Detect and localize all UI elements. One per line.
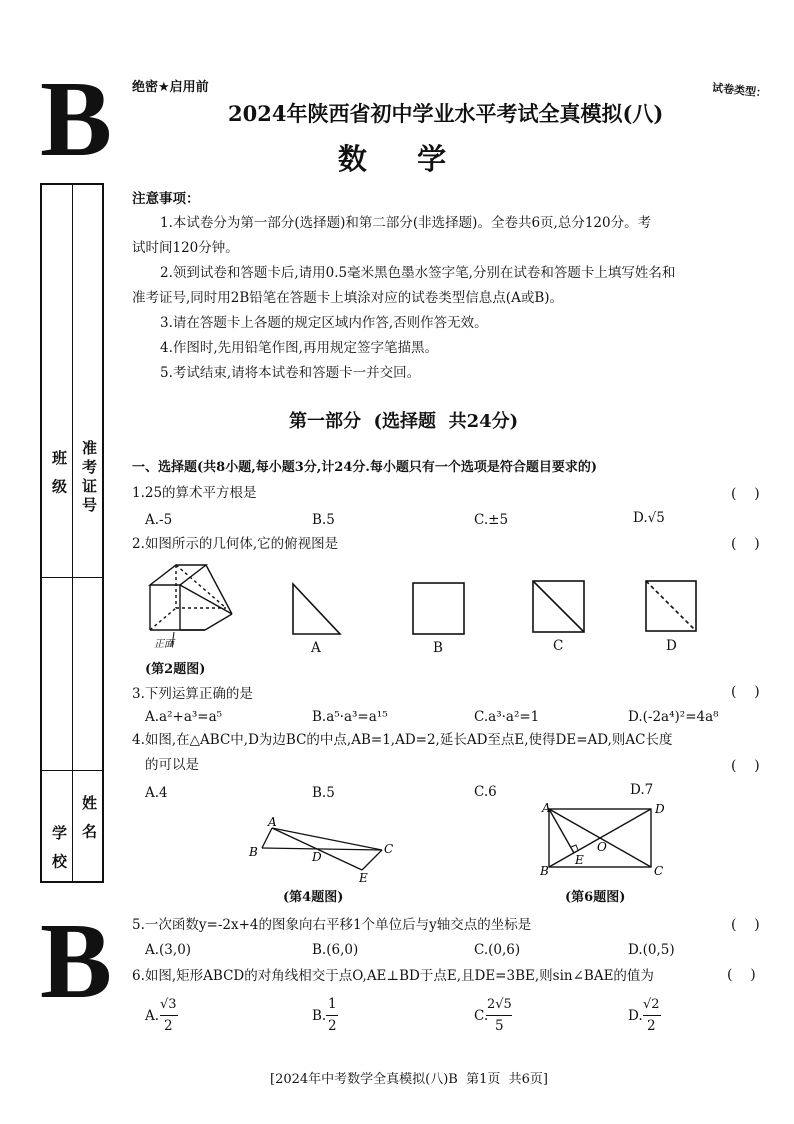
q3-option-d: D.(-2a⁴)²=4a⁸ [628,709,719,725]
part1-intro: 一、选择题(共8小题,每小题3分,计24分.每小题只有一个选项是符合题目要求的) [132,460,598,475]
q3-stem: 3.下列运算正确的是 [132,686,253,702]
q6-option-a-numerator: √3 [160,997,177,1012]
q6-caption: (第6题图) [565,890,626,905]
q6-option-c-label: C. [474,1008,489,1024]
paper-type-letter-top: B [40,60,113,179]
q4-stem-line1: 4.如图,在△ABC中,D为边BC的中点,AB=1,AD=2,延长AD至点E,使得DE=AD,则AC长度 [132,732,673,748]
q2-caption: (第2题图) [145,662,206,677]
q2-label-c: C [553,638,564,654]
q2-front-label: 正面 [154,639,174,650]
q2-option-c-figure [533,581,584,632]
note-line: 3.请在答题卡上各题的规定区域内作答,否则作答无效。 [160,315,488,331]
q5-stem: 5.一次函数y=-2x+4的图象向右平移1个单位后与y轴交点的坐标是 [132,917,532,933]
q4-caption: (第4题图) [283,890,344,905]
q1-option-c: C.±5 [474,512,509,528]
q6-rectangle-figure [549,809,651,867]
q3-answer-bracket: ( ) [731,684,760,700]
note-line: 4.作图时,先用铅笔作图,再用规定签字笔描黑。 [160,340,438,356]
q4-option-b: B.5 [312,785,335,801]
q6-option-d-label: D. [628,1008,643,1024]
q1-stem: 1.25的算术平方根是 [132,485,257,501]
confidential-mark: 绝密★启用前 [132,80,209,95]
school-label: 学 校 [50,825,68,873]
q3-option-b: B.a⁵·a³=a¹⁵ [312,709,388,725]
q6-option-a-denominator: 2 [164,1018,173,1034]
q6-option-b-label: B. [312,1008,327,1024]
q4-stem-line2: 的可以是 [145,757,199,773]
q4-option-c: C.6 [474,784,497,800]
q4-option-d: D.7 [630,782,654,798]
q5-option-b: B.(6,0) [312,942,359,958]
q1-option-b: B.5 [312,512,335,528]
paper-type-label: 试卷类型： [711,81,768,100]
q6-option-a-label: A. [145,1008,160,1024]
q2-solid-figure [150,565,232,646]
q4-label-e: E [359,871,368,885]
q2-answer-bracket: ( ) [731,536,760,552]
note-line: 1.本试卷分为第一部分(选择题)和第二部分(非选择题)。全卷共6页,总分120分。考 [160,215,652,231]
subject-title: 数 学 [337,142,457,176]
q5-option-c: C.(0,6) [474,942,521,958]
q6-label-b: B [540,864,549,878]
note-line: 5.考试结束,请将本试卷和答题卡一并交回。 [160,365,421,381]
paper-type-letter-bottom: B [40,902,113,1021]
q4-triangle-figure [262,828,382,870]
q2-option-a-figure [293,584,340,634]
page-footer: [2024年中考数学全真模拟(八)B 第1页 共6页] [270,1072,548,1087]
name-label: 姓 名 [80,795,98,843]
q2-label-d: D [666,638,677,654]
q1-option-a: A.-5 [145,512,173,528]
q3-option-a: A.a²+a³=a⁵ [145,709,223,725]
q6-label-d: D [655,802,665,816]
q6-label-a: A [542,801,551,815]
note-line: 准考证号,同时用2B铅笔在答题卡上填涂对应的试卷类型信息点(A或B)。 [132,290,564,306]
q2-label-b: B [433,640,443,656]
part1-title: 第一部分 (选择题 共24分) [289,411,519,432]
q6-option-b-denominator: 2 [328,1018,337,1034]
q4-option-a: A.4 [145,785,168,801]
q6-label-c: C [654,864,664,878]
q6-option-c-numerator: 2√5 [487,997,512,1012]
q6-option-b-numerator: 1 [328,996,337,1012]
q4-label-c: C [384,842,394,856]
class-label: 班 级 [50,450,68,498]
q6-label-e: E [575,853,584,867]
note-line: 2.领到试卷和答题卡后,请用0.5毫米黑色墨水签字笔,分别在试卷和答题卡上填写姓名和 [160,265,676,281]
q5-answer-bracket: ( ) [731,917,760,933]
q5-option-a: A.(3,0) [145,942,192,958]
q3-option-c: C.a³·a²=1 [474,709,540,725]
q2-label-a: A [311,640,321,656]
q5-option-d: D.(0,5) [628,942,675,958]
notes-heading: 注意事项： [132,191,200,207]
exam-number-label: 准考证号 [80,440,98,516]
q2-option-b-figure [413,583,464,634]
q4-label-b: B [249,845,258,859]
q4-label-d: D [312,850,322,864]
q6-option-d-numerator: √2 [643,997,660,1012]
q4-label-a: A [268,815,277,829]
exam-title: 2024年陕西省初中学业水平考试全真模拟(八) [228,101,664,126]
q6-label-o: O [597,840,607,854]
q1-option-d: D.√5 [633,510,665,526]
q2-option-d-figure [646,581,696,631]
q6-option-c-denominator: 5 [495,1018,504,1034]
q4-answer-bracket: ( ) [731,758,760,774]
q6-option-d-denominator: 2 [647,1018,656,1034]
q6-stem: 6.如图,矩形ABCD的对角线相交于点O,AE⊥BD于点E,且DE=3BE,则sin∠BAE的值为 [132,968,654,984]
note-line: 试时间120分钟。 [132,240,239,256]
q2-stem: 2.如图所示的几何体,它的俯视图是 [132,536,339,552]
q1-answer-bracket: ( ) [731,486,760,502]
q6-answer-bracket: ( ) [727,967,756,983]
